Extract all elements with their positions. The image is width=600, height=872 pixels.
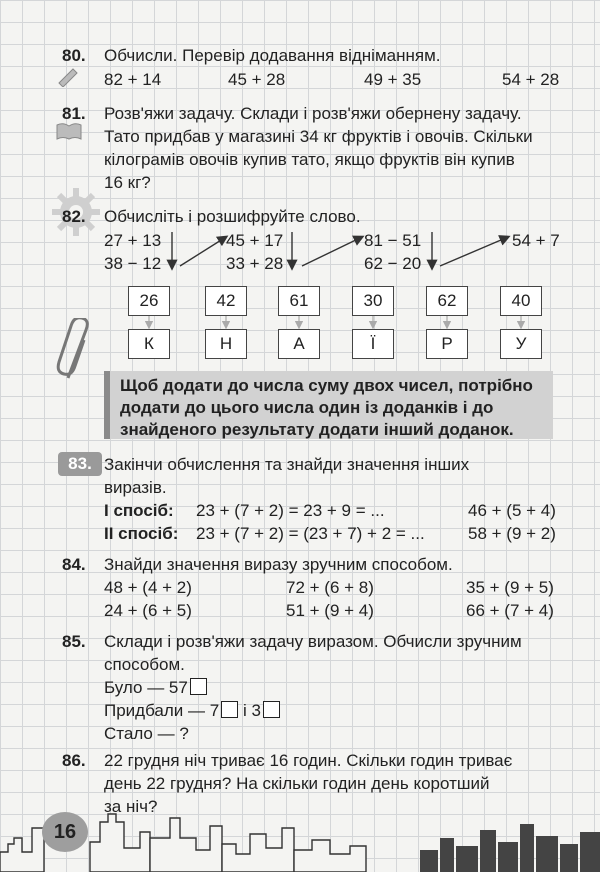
- exercise-86-line-1: 22 грудня ніч триває 16 годин. Скільки годин триває: [104, 751, 513, 770]
- page-number: 16: [53, 821, 77, 843]
- exercise-84-expr: 48 + (4 + 2): [104, 578, 192, 597]
- chain-expr: 33 + 28: [226, 254, 284, 273]
- code-letter: Н: [205, 329, 247, 359]
- bought-and: і 3: [242, 701, 261, 720]
- code-number: 42: [205, 286, 247, 316]
- exercise-86-line-2: день 22 грудня? На скільки годин день коротший: [104, 774, 490, 793]
- exercise-84-expr: 24 + (6 + 5): [104, 601, 192, 620]
- code-number: 30: [352, 286, 394, 316]
- way-1-label: І спосіб:: [104, 501, 174, 520]
- code-number: 40: [500, 286, 542, 316]
- chain-expr: 62 − 20: [364, 254, 422, 273]
- exercise-83-number: 83.: [58, 452, 102, 476]
- bought-row: [104, 699, 280, 723]
- bought-text: Придбали — 7: [104, 701, 220, 720]
- was-text: Було — 57: [104, 678, 188, 697]
- exercise-83-line-1: Закінчи обчислення та знайди значення інших: [104, 455, 470, 474]
- code-arrows: [0, 0, 600, 400]
- way-1-expr: 23 + (7 + 2) = 23 + 9 = ...: [196, 501, 385, 520]
- code-number: 62: [426, 286, 468, 316]
- unit-box: [190, 678, 207, 695]
- code-number: 61: [278, 286, 320, 316]
- way-2-label: ІІ спосіб:: [104, 524, 179, 543]
- exercise-81-line-3: кілограмів овочів купив тато, якщо фруктів він купив: [104, 150, 515, 169]
- exercise-83-other-2: 58 + (9 + 2): [468, 524, 556, 543]
- rule-line-3: знайденого результату додати інший доданок.: [120, 420, 514, 439]
- exercise-84-expr: 66 + (7 + 4): [466, 601, 554, 620]
- exercise-85-number: 85.: [62, 632, 86, 651]
- rule-line-1: Щоб додати до числа суму двох чисел, потрібно: [120, 376, 533, 395]
- exercise-84-expr: 72 + (6 + 8): [286, 578, 374, 597]
- code-letter: К: [128, 329, 170, 359]
- exercise-81-line-4: 16 кг?: [104, 173, 151, 192]
- code-letter: Р: [426, 329, 468, 359]
- exercise-84-text: Знайди значення виразу зручним способом.: [104, 555, 453, 574]
- city-skyline-decoration: [0, 808, 600, 872]
- exercise-83-line-2: виразів.: [104, 478, 167, 497]
- exercise-85-line-1: Склади і розв'яжи задачу виразом. Обчисли зручним: [104, 632, 522, 651]
- exercise-84-number: 84.: [62, 555, 86, 574]
- code-letter: А: [278, 329, 320, 359]
- exercise-80-number: 80.: [62, 46, 86, 65]
- way-2-expr: 23 + (7 + 2) = (23 + 7) + 2 = ...: [196, 524, 425, 543]
- exercise-81-line-1: Розв'яжи задачу. Склади і розв'яжи обернену задачу.: [104, 104, 522, 123]
- exercise-82-number: 82.: [62, 207, 86, 226]
- chain-expr: 81 − 51: [364, 231, 422, 250]
- exercise-86-line-3: за ніч?: [104, 797, 158, 816]
- exercise-80-text: Обчисли. Перевір додавання відніманням.: [104, 46, 441, 65]
- exercise-80-expr-1: 82 + 14: [104, 70, 162, 89]
- exercise-86-number: 86.: [62, 751, 86, 770]
- code-letter: Ї: [352, 329, 394, 359]
- exercise-80-expr-3: 49 + 35: [364, 70, 422, 89]
- exercise-83-other-1: 46 + (5 + 4): [468, 501, 556, 520]
- code-letter: У: [500, 329, 542, 359]
- exercise-80-expr-2: 45 + 28: [228, 70, 286, 89]
- chain-expr: 45 + 17: [226, 231, 284, 250]
- chain-expr: 54 + 7: [512, 231, 560, 250]
- unit-box: [221, 701, 238, 718]
- unit-box: [263, 701, 280, 718]
- exercise-82-text: Обчисліть і розшифруйте слово.: [104, 207, 361, 226]
- rule-line-2: додати до цього числа один із доданків і до: [120, 398, 494, 417]
- chain-expr: 38 − 12: [104, 254, 162, 273]
- exercise-81-number: 81.: [62, 104, 86, 123]
- became-text: Стало — ?: [104, 724, 189, 743]
- rule-box: [104, 371, 553, 439]
- exercise-84-expr: 51 + (9 + 4): [286, 601, 374, 620]
- was-row: [104, 676, 207, 700]
- chain-expr: 27 + 13: [104, 231, 162, 250]
- exercise-85-line-2: способом.: [104, 655, 185, 674]
- exercise-84-expr: 35 + (9 + 5): [466, 578, 554, 597]
- code-number: 26: [128, 286, 170, 316]
- exercise-81-line-2: Тато придбав у магазині 34 кг фруктів і овочів. Скільки: [104, 127, 533, 146]
- exercise-80-expr-4: 54 + 28: [502, 70, 560, 89]
